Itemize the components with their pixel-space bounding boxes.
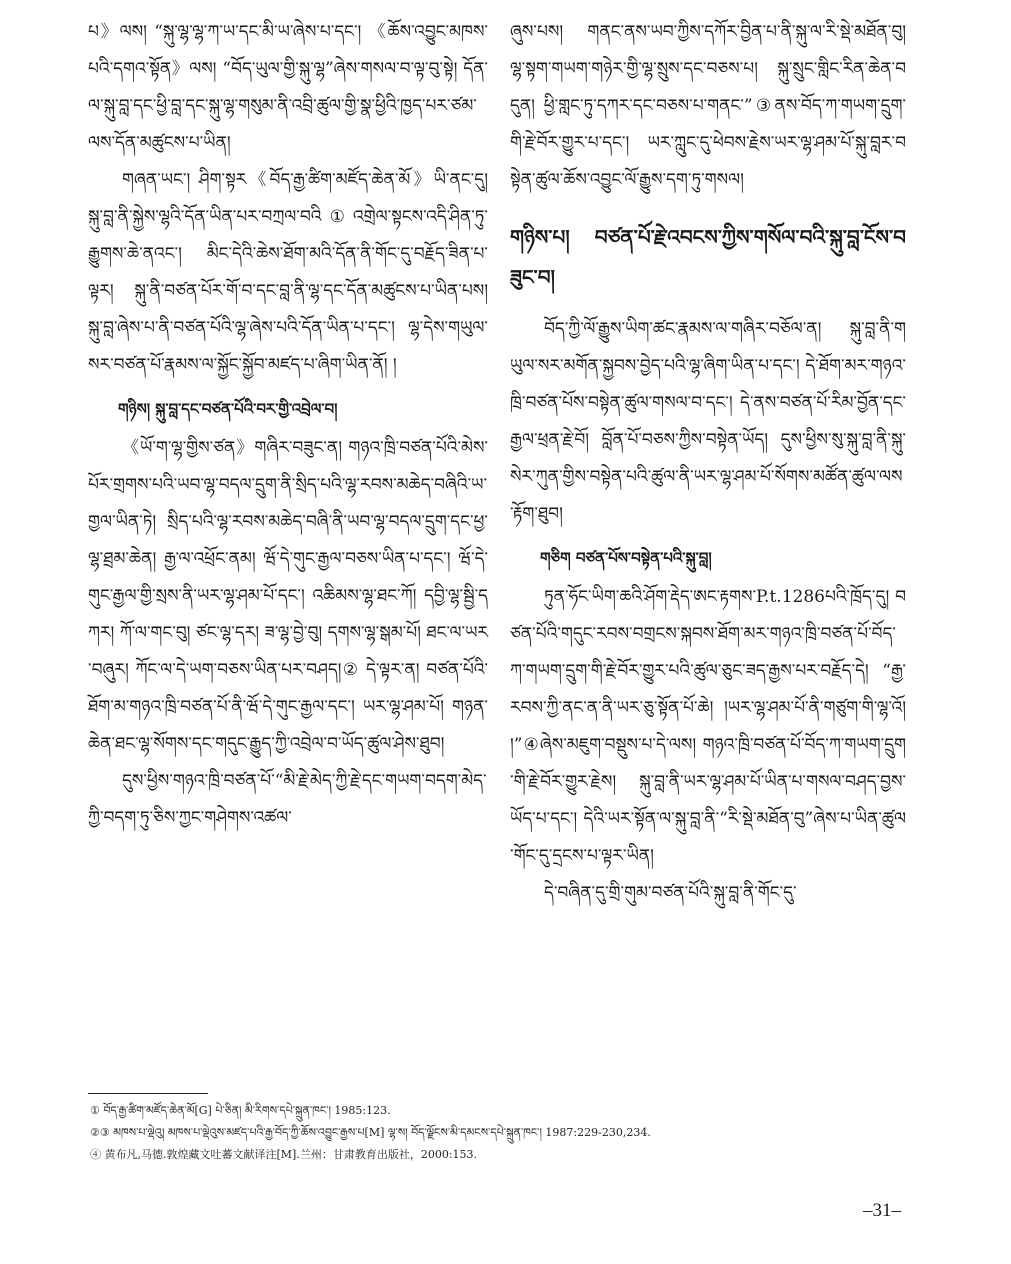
paragraph: བོད་ཀྱི་ལོ་རྒྱུས་ཡིག་ཚང་རྣམས་ལ་གཞིར་བཅོལ་ན། སྐུ་བླ་ནི་གཡུལ་སར་མགོན་སྐྱབས་བྱེད་པའི་ལྷ་ཞིག་ཡིན་པ་དང་། དེ་ཐོག་མར་གཉའ་ཁྲི་བཙན་པོས་བསྟེན་ཚུལ་གསལ་བ་དང་། དེ་ནས་བཙན་པོ་རིམ་བྱོན་དང་རྒྱལ་ཕྲན་རྗེ་བོ། བློན་པོ་བཅས་ཀྱིས་བསྟེན་ཡོད། དུས་ཕྱིས་སུ་སྐུ་བླ་ནི་སྐུ་སེར་ཀུན་གྱིས་བསྟེན་པའི་ཚུལ་ནི་ཡར་ལྷ་ཤམ་པོ་སོགས་མཚོན་ཚུལ་ལས་རྟོག་ཐུབ། [510,319,906,524]
page-number: –31– [863,1200,901,1221]
footnote: ②③ མཁས་པ་ལྡེའུ། མཁས་པ་ལྡེའུས་མཛད་པའི་རྒྱ་བོད་ཀྱི་ཆོས་འབྱུང་རྒྱས་པ[M] ལྷ་ས། བོད་ལྗོངས་མི་དམངས་དཔེ་སྐྲུན་ཁང་། 1987:229-230,234. [90,1126,651,1139]
paragraph: པ》ལས། “སྐུ་ལྷ་ལྷ་ཀ་ཡ་དང་མི་ཡ་ཞེས་པ་དང་། 《ཆོས་འབྱུང་མཁས་པའི་དགའ་སྟོན》ལས། “བོད་ཡུལ་གྱི་སྐུ་ལྷ”ཞེས་གསལ་བ་ལྟ་བུ་སྟེ། དོན་ལ་སྐུ་བླ་དང་ཕྱི་བླ་དང་སྐུ་ལྷ་གསུམ་ནི་འབྲི་ཚུལ་གྱི་སྣ་ཕྱིའི་ཁྱད་པར་ཙམ་ལས་དོན་མཚུངས་པ་ཡིན། [88,22,488,153]
paragraph: ཞུས་པས། གནང་ནས་ཡབ་ཀྱིས་དཀོར་བྱིན་པ་ནི་སྐུ་ལ་རི་སྡེ་མཐོན་བུ། ལྷ་སྟག་གཡག་གཉེར་གྱི་ལྷ་སྲུས་དང་བཅས་པ། སྐུ་སྲུང་གླིང་རིན་ཆེན་བདུན། ཕྱི་གླང་ཏུ་དཀར་དང་བཅས་པ་གནང་”③ནས་བོད་ཀ་གཡག་དྲུག་གི་རྗེ་བོར་གྱུར་པ་དང་། ཡར་ཀླུང་དུ་ཕེབས་རྗེས་ཡར་ལྷ་ཤམ་པོ་སྐུ་བླར་བསྟེན་ཚུལ་ཆོས་འབྱུང་ལོ་རྒྱུས་དག་ཏུ་གསལ། [510,22,906,190]
footnotes [90,1100,910,1166]
right-column [510,14,906,912]
paragraph: གཞན་ཡང་། ཤིག་སྟར《བོད་རྒྱ་ཚིག་མཛོད་ཆེན་མོ》ཡི་ནང་དུ། སྐུ་བླ་ནི་སྐྱེས་ལྷའི་དོན་ཡིན་པར་བཀྲལ་བའི①འགྲེལ་སྟངས་འདི་ཤིན་ཏུ་རྒྱུགས་ཆེ་ནའང་། མིང་དེའི་ཆེས་ཐོག་མའི་དོན་ནི་གོང་དུ་བརྗོད་ཟིན་པ་ལྟར། སྐུ་ནི་བཙན་པོར་གོ་བ་དང་བླ་ནི་ལྷ་དང་དོན་མཚུངས་པ་ཡིན་པས། སྐུ་བླ་ཞེས་པ་ནི་བཙན་པོའི་ལྷ་ཞེས་པའི་དོན་ཡིན་པ་དང་། ལྷ་དེས་གཡུལ་སར་བཙན་པོ་རྣམས་ལ་སྐྱོང་སྐྱོབ་མཛད་པ་ཞིག་ཡིན་ནོ། ། [88,170,488,375]
subsection-heading: གཅིག བཙན་པོས་བསྟེན་པའི་སྐུ་བླ། [540,549,712,567]
subsection-heading: གཉིས། སྐུ་བླ་དང་བཙན་པོའི་བར་གྱི་འབྲེལ་བ། [118,400,338,418]
footnote: ④ 黄布凡,马德.敦煌藏文吐蕃文献译注[M].兰州：甘肃教育出版社，2000:153. [90,1148,478,1161]
paragraph: དུས་ཕྱིས་གཉའ་ཁྲི་བཙན་པོ་“མི་རྗེ་མེད་ཀྱི་རྗེ་དང་གཡག་བདག་མེད་ཀྱི་བདག་ཏུ་ཅིས་ཀྱང་གཤེགས་འཚལ་ [88,771,487,828]
footnote: ① བོད་རྒྱ་ཚིག་མཛོད་ཆེན་མོ[G] པེ་ཅིན། མི་རིགས་དཔེ་སྐྲུན་ཁང་། 1985:123. [90,1104,391,1117]
paragraph: 《ཡོ་ག་ལྷ་གྱིས་ཙན》གཞིར་བཟུང་ན། གཉའ་ཁྲི་བཙན་པོའི་མེས་པོར་གྲགས་པའི་ཡབ་ལྷ་བདལ་དྲུག་ནི་སྲིད་པའི་ལྷ་རབས་མཆེད་བཞིའི་ཡ་གྱལ་ཡིན་ཏེ། སྲིད་པའི་ལྷ་རབས་མཆེད་བཞི་ནི་ཡབ་ལྷ་བདལ་དྲུག་དང་ཕྱ་ལྷ་ཐྲམ་ཆེན། རྒྱ་ལ་འཕྲོང་ནམ། ཝོ་དེ་གུང་རྒྱལ་བཅས་ཡིན་པ་དང་། ཝོ་དེ་གུང་རྒྱལ་གྱི་སྲས་ནི་ཡར་ལྷ་ཤམ་པོ་དང་། འཆིམས་ལྷ་ཐང་ཀོ། དབྱི་ལྷ་སྦྱི་དཀར། ཀོ་ལ་གང་བུ། ཙང་ལྷ་དར། ཟ་ལྷ་བྱེ་བུ། དགས་ལྷ་སྒམ་པོ། ཐང་ལ་ཡར་བཞུར། ཀོང་ལ་དེ་ཡག་བཅས་ཡིན་པར་བཤད།② དེ་ལྟར་ན། བཙན་པོའི་ཐོག་མ་གཉའ་ཁྲི་བཙན་པོ་ནི་ཝོ་དེ་གུང་རྒྱལ་དང་། ཡར་ལྷ་ཤམ་པོ། གཉན་ཆེན་ཐང་ལྷ་སོགས་དང་གདུང་རྒྱུད་ཀྱི་འབྲེལ་བ་ཡོད་ཚུལ་ཤེས་ཐུབ། [88,438,488,754]
paragraph: དེ་བཞིན་དུ་གྲི་གུམ་བཙན་པོའི་སྐུ་བླ་ནི་གོང་དུ་ [544,883,797,903]
footnote-divider [88,1093,208,1094]
section-heading: གཉིས་པ། བཙན་པོ་རྗེ་འབངས་ཀྱིས་གསོལ་བའི་སྐུ་བླ་ངོས་བཟུང་བ། [510,225,906,289]
paragraph: ཏུན་ཧོང་ཡིག་ཆའི་ཤོག་རྡེད་ཨང་རྟགས་P.t.1286པའི་ཁྲོད་དུ། བཙན་པོའི་གདུང་རབས་བགྲངས་སྐབས་ཐོག་མར་གཉའ་ཁྲི་བཙན་པོ་བོད་ཀ་གཡག་དྲུག་གི་རྗེ་བོར་གྱུར་པའི་ཚུལ་ཅུང་ཟད་རྒྱས་པར་བརྗོད་དེ། “རྒྱ་རབས་ཀྱི་ནང་ན་ནི་ཡར་ཅུ་སྟོན་པོ་ཆེ། །ཡར་ལྷ་ཤམ་པོ་ནི་གཙུག་གི་ལྷ་འོ། །”④ཞེས་མཇུག་བསྡུས་པ་དེ་ལས། གཉའ་ཁྲི་བཙན་པོ་བོད་ཀ་གཡག་དྲུག་གི་རྗེ་བོར་གྱུར་རྗེས། སྐུ་བླ་ནི་ཡར་ལྷ་ཤམ་པོ་ཡིན་པ་གསལ་བཤད་བྱས་ཡོད་པ་དང་། དེའི་ཡར་སྟོན་ལ་སྐུ་བླ་ནི་“རི་སྡེ་མཐོན་བུ”ཞེས་པ་ཡིན་ཚུལ་གོང་དུ་དྲངས་པ་ལྟར་ཡིན། [510,587,906,866]
left-column [88,14,488,837]
